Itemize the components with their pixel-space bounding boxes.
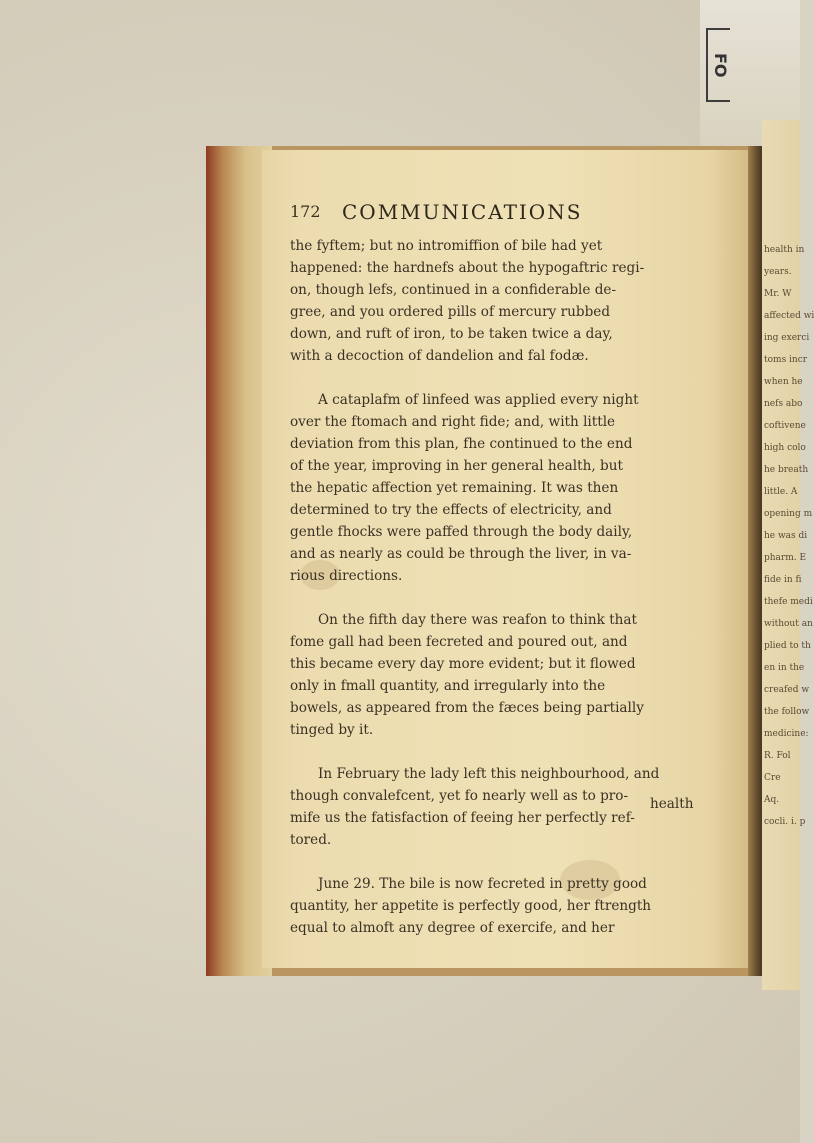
catchword: health xyxy=(650,796,694,812)
facing-page-fragment: health in xyxy=(764,245,805,255)
text-line: On the fifth day there was reafon to think that xyxy=(318,612,637,628)
facing-page-fragment: Cre xyxy=(764,773,781,783)
facing-page-fragment: Mr. W xyxy=(764,289,792,299)
text-line: determined to try the effects of electricity, and xyxy=(290,502,612,518)
facing-page-fragment: affected wi xyxy=(764,311,814,321)
text-line: of the year, improving in her general health, but xyxy=(290,458,623,474)
facing-page-fragment: opening m xyxy=(764,509,813,519)
facing-page-fragment: little. A xyxy=(764,487,798,497)
text-line: quantity, her appetite is perfectly good, her ftrength xyxy=(290,898,652,914)
text-line: rious directions. xyxy=(290,568,403,584)
text-line: only in fmall quantity, and irregularly into the xyxy=(290,678,606,694)
text-line: and as nearly as could be through the liver, in va- xyxy=(290,546,632,562)
facing-page-fragment: he breath xyxy=(764,465,809,475)
page-header xyxy=(290,202,710,228)
library-stamp: FO xyxy=(706,28,730,102)
facing-page-fragment: creafed w xyxy=(764,685,810,695)
page-number: 172 xyxy=(290,202,321,221)
text-line: June 29. The bile is now fecreted in pretty good xyxy=(318,876,647,892)
text-line: gentle fhocks were paffed through the body daily, xyxy=(290,524,633,540)
paragraph xyxy=(290,873,722,939)
running-title: COMMUNICATIONS xyxy=(342,200,583,224)
facing-page-fragment: ing exerci xyxy=(764,333,810,343)
text-line: fome gall had been fecreted and poured out, and xyxy=(290,634,628,650)
facing-page-fragment: fide in fi xyxy=(764,575,802,585)
facing-page-fragment: the follow xyxy=(764,707,810,717)
text-line: this became every day more evident; but it flowed xyxy=(290,656,636,672)
facing-page-fragment: when he xyxy=(764,377,803,387)
facing-page-fragment: pharm. E xyxy=(764,553,807,563)
facing-page-fragment: cocli. i. p xyxy=(764,817,806,827)
text-line: with a decoction of dandelion and fal fodæ. xyxy=(290,348,589,364)
text-line: tinged by it. xyxy=(290,722,374,738)
text-line: mife us the fatisfaction of feeing her perfectly ref- xyxy=(290,810,635,826)
text-line: the fyftem; but no intromiffion of bile had yet xyxy=(290,238,603,254)
text-line: though convalefcent, yet fo nearly well as to pro- xyxy=(290,788,629,804)
facing-page-fragment: without an xyxy=(764,619,813,629)
text-line: over the ftomach and right fide; and, with little xyxy=(290,414,616,430)
facing-page-fragment: years. xyxy=(764,267,792,277)
text-line: In February the lady left this neighbourhood, and xyxy=(318,766,660,782)
facing-page-fragment: nefs abo xyxy=(764,399,803,409)
paragraph xyxy=(290,389,722,587)
paragraph xyxy=(290,609,722,741)
facing-page-fragment: medicine: xyxy=(764,729,809,739)
text-line: deviation from this plan, fhe continued to the end xyxy=(290,436,633,452)
text-line: tored. xyxy=(290,832,332,848)
text-line: happened: the hardnefs about the hypogaftric regi- xyxy=(290,260,645,276)
facing-page-fragment: coftivene xyxy=(764,421,806,431)
text-line: down, and ruft of iron, to be taken twice a day, xyxy=(290,326,613,342)
facing-page-fragment: toms incr xyxy=(764,355,808,365)
facing-page-fragment: plied to th xyxy=(764,641,811,651)
facing-page-fragment: R. Fol xyxy=(764,751,791,761)
text-line: bowels, as appeared from the fæces being partially xyxy=(290,700,644,716)
paragraph xyxy=(290,235,722,367)
facing-page-fragment: en in the xyxy=(764,663,805,673)
text-line: A cataplafm of linfeed was applied every night xyxy=(318,392,639,408)
facing-page-fragment: high colo xyxy=(764,443,806,453)
body-text xyxy=(290,235,722,961)
facing-page-fragment: Aq. xyxy=(764,795,780,805)
facing-page-fragment: he was di xyxy=(764,531,808,541)
facing-page-fragment: thefe medi xyxy=(764,597,813,607)
facing-page xyxy=(762,120,814,990)
text-line: on, though lefs, continued in a confiderable de- xyxy=(290,282,617,298)
text-line: gree, and you ordered pills of mercury rubbed xyxy=(290,304,611,320)
text-line: equal to almoft any degree of exercife, and her xyxy=(290,920,615,936)
text-line: the hepatic affection yet remaining. It was then xyxy=(290,480,619,496)
